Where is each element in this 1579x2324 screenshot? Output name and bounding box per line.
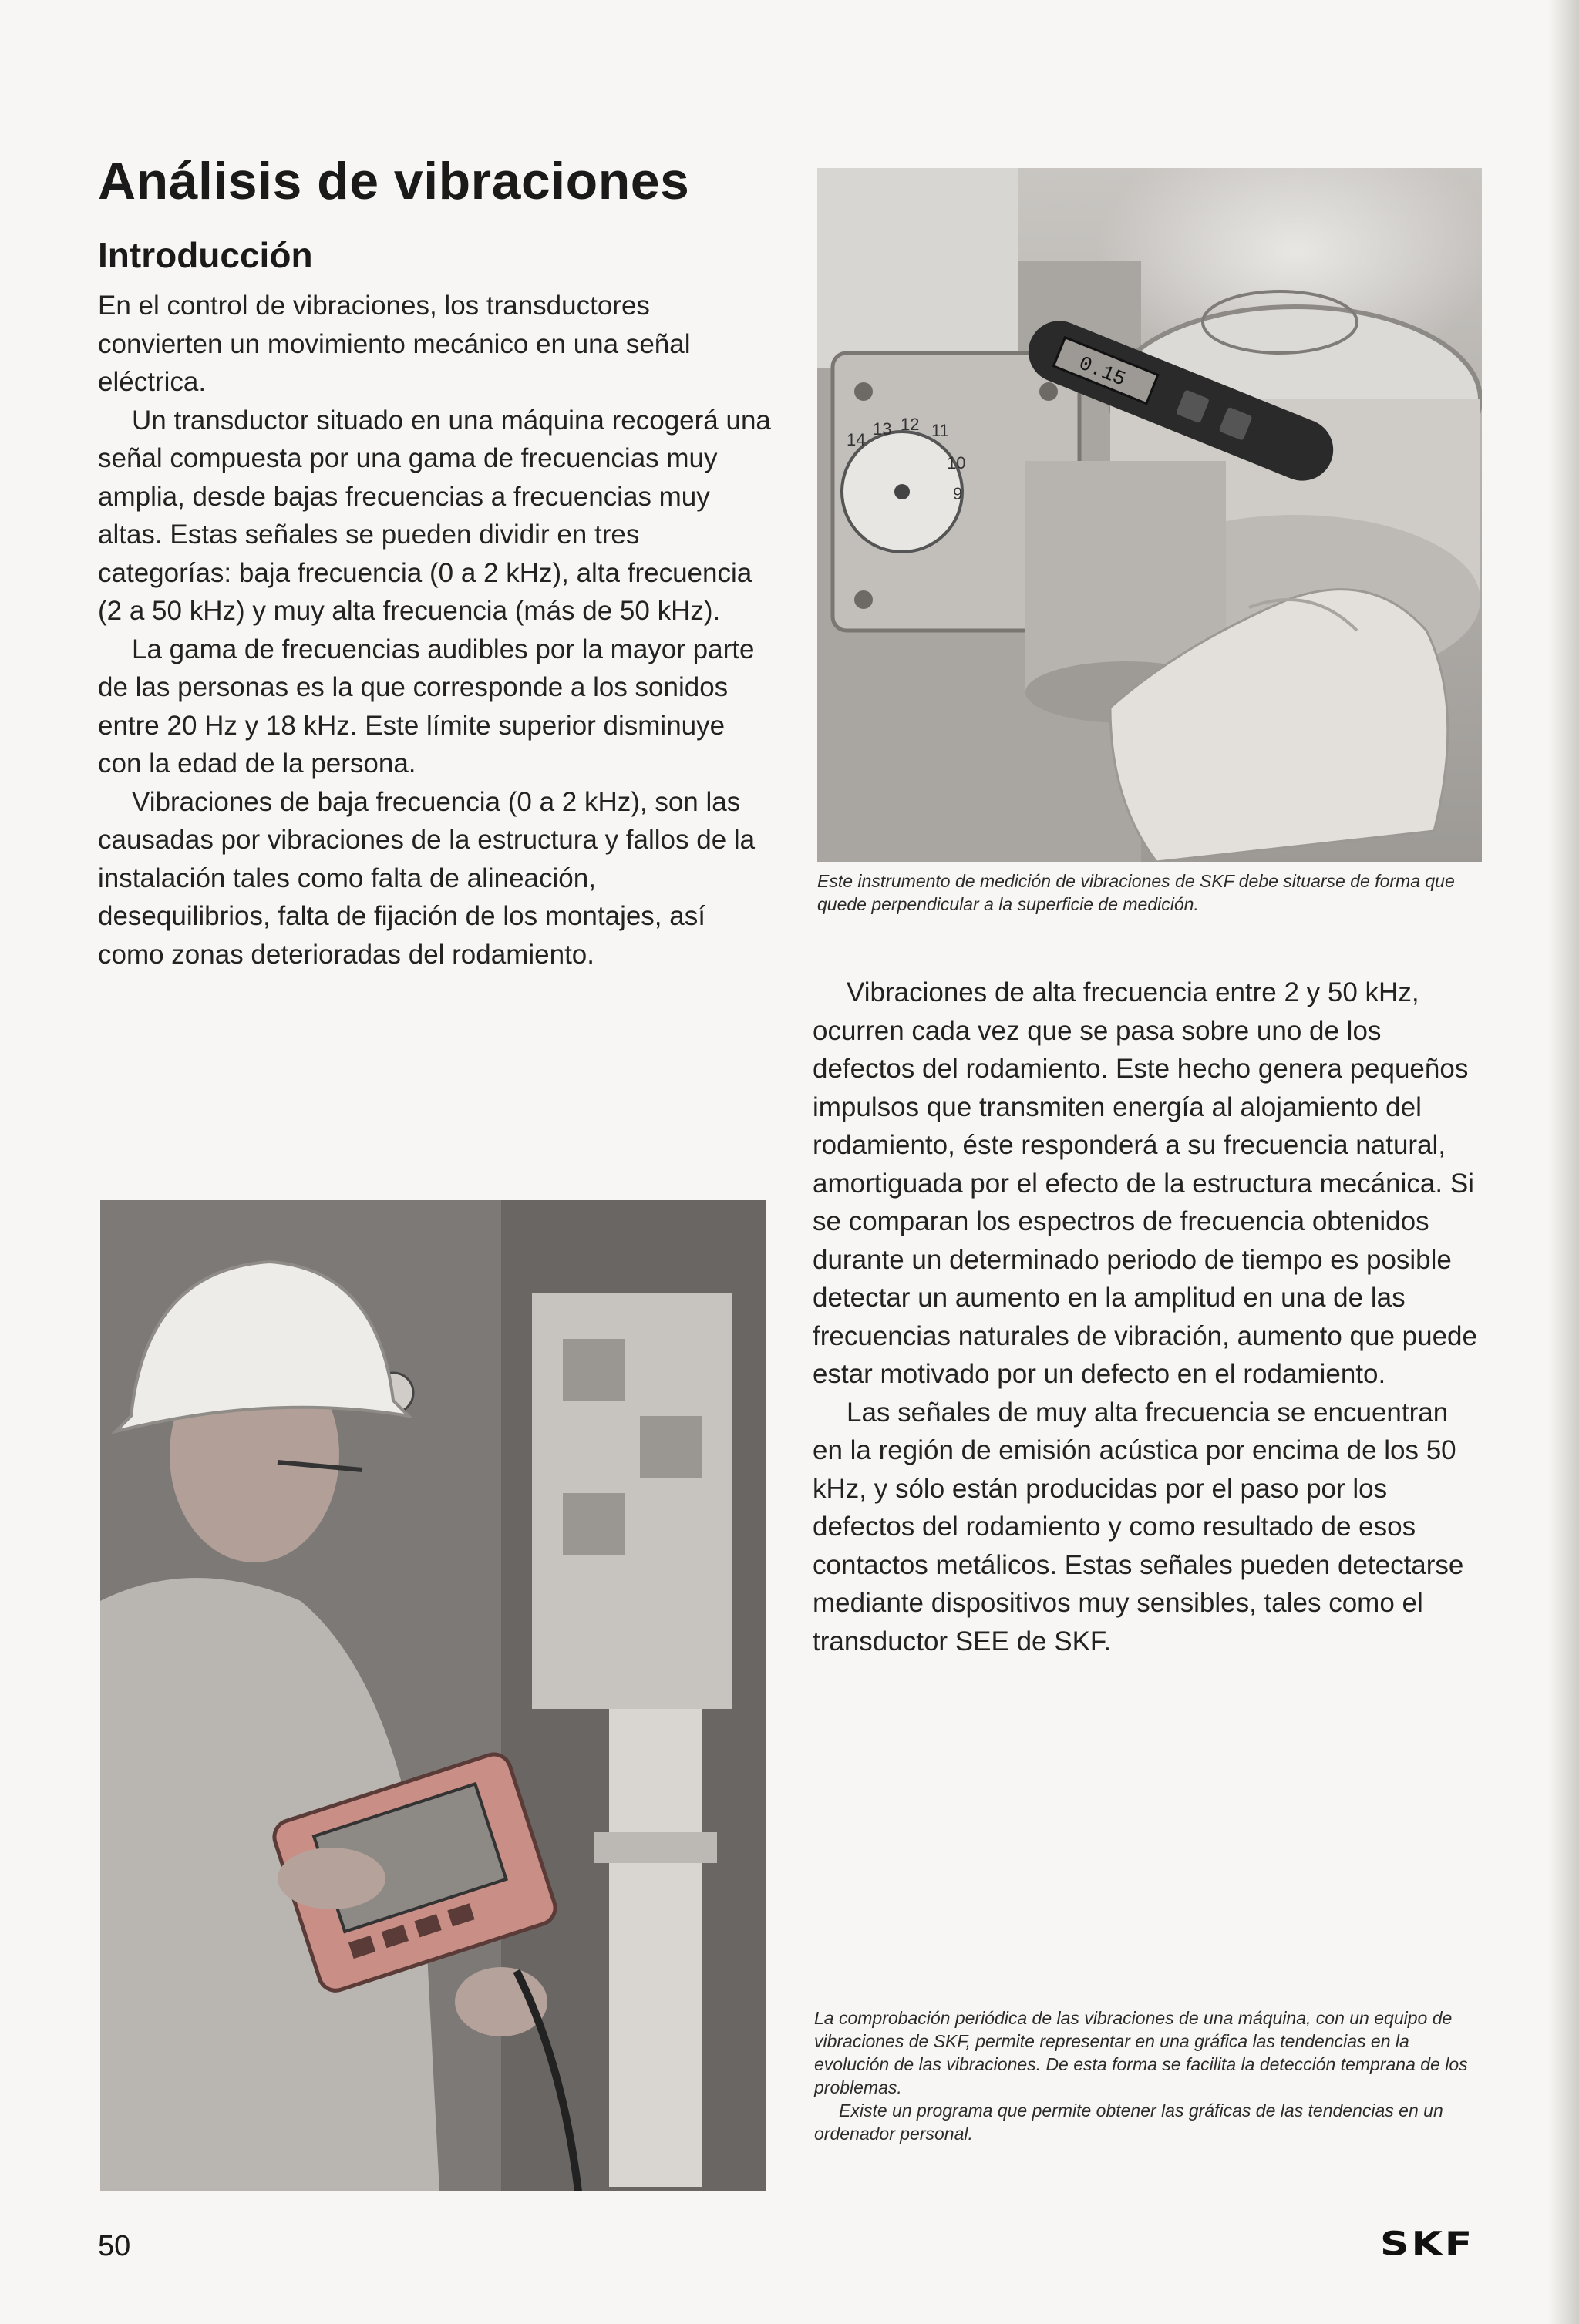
page-title: Análisis de vibraciones: [98, 152, 690, 210]
caption-text: Este instrumento de medición de vibraciones de SKF debe situarse de forma que quede perpendicular a la superficie de medición.: [817, 871, 1455, 914]
figure-caption-top: [817, 869, 1465, 916]
vibration-pen-photo: [817, 168, 1482, 862]
caption-text: La comprobación periódica de las vibraciones de una máquina, con un equipo de vibraciones de SKF, permite representar en una gráfica las tendencias en la evolución de las vibraciones. De esta forma se facilita la detección temprana de los problemas.: [814, 2008, 1468, 2097]
caption-text: Existe un programa que permite obtener las gráficas de las tendencias en un ordenador personal.: [814, 2100, 1443, 2144]
figure-caption-bottom: [814, 2006, 1477, 2145]
dial-number: 12: [901, 415, 920, 434]
paragraph: En el control de vibraciones, los transductores convierten un movimiento mecánico en una señal eléctrica.: [98, 291, 691, 397]
dial-number: 10: [947, 453, 966, 473]
book-spine-shadow: [1548, 0, 1579, 2324]
right-text-column: [813, 974, 1483, 1660]
brand-logo: SKF: [1380, 2225, 1475, 2264]
paragraph: Un transductor situado en una máquina recogerá una señal compuesta por una gama de frecuencias muy amplia, desde bajas frecuencias a frecuencias muy altas. Estas señales se pueden dividir en tres categorías: baja frecuencia (0 a 2 kHz), alta frecuencia (2 a 50 kHz) y muy alta frecuencia (más de 50 kHz).: [98, 405, 771, 626]
section-heading: Introducción: [98, 235, 313, 275]
dial-number: 14: [847, 430, 866, 449]
paragraph: Vibraciones de baja frecuencia (0 a 2 kHz), son las causadas por vibraciones de la estructura y fallos de la instalación tales como falta de alineación, desequilibrios, falta de fijación de los montajes, así como zonas deterioradas del rodamiento.: [98, 786, 756, 970]
paragraph: La gama de frecuencias audibles por la mayor parte de las personas es la que corresponde a los sonidos entre 20 Hz y 18 kHz. Este límite superior disminuye con la edad de la persona.: [98, 634, 755, 779]
vibration-pen-illustration: [817, 168, 1482, 862]
dial-number: 13: [873, 419, 892, 439]
dial-number: 11: [931, 421, 949, 440]
paragraph: Vibraciones de alta frecuencia entre 2 y 50 kHz, ocurren cada vez que se pasa sobre uno de los defectos del rodamiento. Este hecho genera pequeños impulsos que transmiten energía al alojamiento del rodamiento, éste responderá a su frecuencia natural, amortiguada por el efecto de la estructura mecánica. Si se comparan los espectros de frecuencia obtenidos durante un determinado periodo de tiempo es posible detectar un aumento en la amplitud en una de las frecuencias naturales de vibración, aumento que puede estar motivado por un defecto en el rodamiento.: [813, 977, 1477, 1389]
pen-display-reading: 0.15: [1076, 351, 1130, 392]
page-number: 50: [98, 2230, 131, 2262]
dial-number: 9: [953, 484, 963, 503]
technician-photo: [100, 1200, 766, 2191]
paragraph: Las señales de muy alta frecuencia se encuentran en la región de emisión acústica por encima de los 50 kHz, y sólo están producidas por el paso por los defectos del rodamiento y como resultado de esos contactos metálicos. Estas señales pueden detectarse mediante dispositivos muy sensibles, tales como el transductor SEE de SKF.: [813, 1397, 1464, 1656]
left-text-column: [98, 287, 773, 974]
technician-illustration: [100, 1200, 766, 2191]
